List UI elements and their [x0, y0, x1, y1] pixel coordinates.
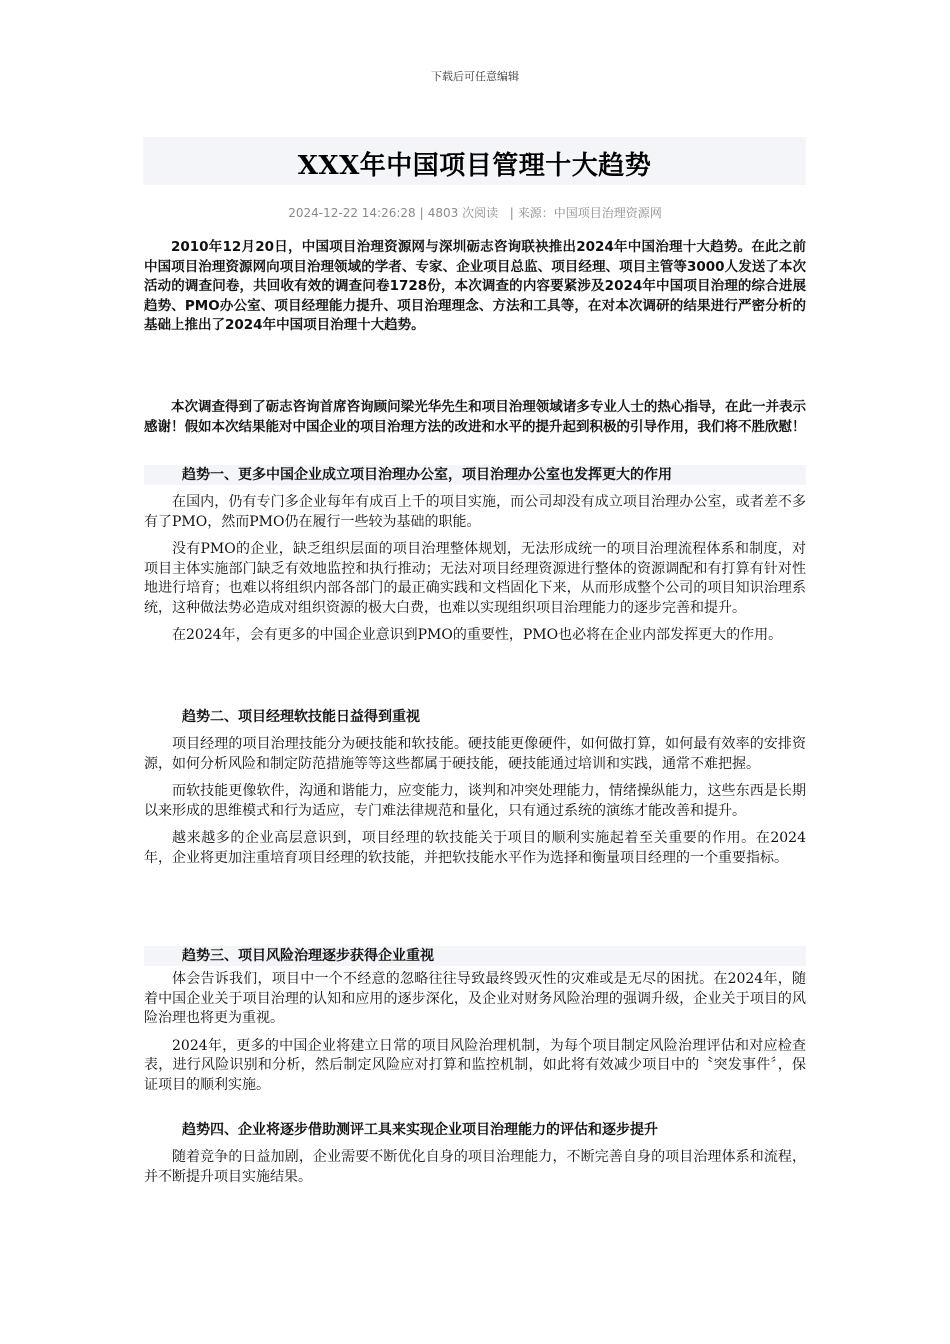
publish-datetime: 2024-12-22 14:26:28 — [288, 206, 416, 220]
trend-4-heading: 趋势四、企业将逐步借助测评工具来实现企业项目治理能力的评估和逐步提升 — [182, 1122, 658, 1138]
trend-1-heading: 趋势一、更多中国企业成立项目治理办公室，项目治理办公室也发挥更大的作用 — [144, 465, 806, 485]
article-meta: 2024-12-22 14:26:28 | 4803 次阅读 | 来源：中国项目治理资源网 — [288, 206, 662, 220]
intro-paragraph: 2010年12月20日，中国项目治理资源网与深圳砺志咨询联袂推出2024年中国治理十大趋势。在此之前中国项目治理资源网向项目治理领域的学者、专家、企业项目总监、项目经理、项目主管等3000人发送了本次活动的调查问卷，共回收有效的调查问卷1728份，本次调查的内容要紧涉及2024年中国项目治理的综合进展趋势、PMO办公室、项目经理能力提升、项目治理理念、方法和工具等，在对本次调研的结果进行严密分析的基础上推出了2024年中国项目治理十大趋势。 — [144, 239, 806, 333]
intro-section — [144, 238, 806, 336]
acknowledgement-section — [144, 398, 806, 437]
trend-2-section — [144, 707, 806, 868]
trend-2-paragraph: 越来越多的企业高层意识到，项目经理的软技能关于项目的顺利实施起着至关重要的作用。在2024年，企业将更加注重培育项目经理的软技能，并把软技能水平作为选择和衡量项目经理的一个重要指标。 — [144, 830, 806, 866]
trend-4-paragraph: 随着竞争的日益加剧，企业需要不断优化自身的项目治理能力，不断完善自身的项目治理体系和流程，并不断提升项目实施结果。 — [144, 1149, 806, 1185]
trend-1-section — [144, 465, 806, 646]
trend-2-paragraph: 项目经理的项目治理技能分为硬技能和软技能。硬技能更像硬件，如何做打算，如何最有效率的安排资源，如何分析风险和制定防范措施等等这些都属于硬技能，硬技能通过培训和实践，通常不难把握。 — [144, 736, 806, 772]
header-note: 下载后可任意编辑 — [431, 70, 519, 83]
trend-2-heading: 趋势二、项目经理软技能日益得到重视 — [182, 709, 420, 725]
page-title: XXX年中国项目管理十大趋势 — [297, 151, 652, 181]
trend-3-heading: 趋势三、项目风险治理逐步获得企业重视 — [144, 946, 806, 966]
source-link[interactable]: 来源：中国项目治理资源网 — [517, 206, 662, 220]
trend-1-paragraph: 在2024年，会有更多的中国企业意识到PMO的重要性，PMO也必将在企业内部发挥更大的作用。 — [172, 627, 783, 643]
read-count: 4803 次阅读 — [427, 206, 499, 220]
trend-3-paragraph: 2024年，更多的中国企业将建立日常的项目风险治理机制，为每个项目制定风险治理评估和对应检查表，进行风险识别和分析，然后制定风险应对打算和监控机制，如此将有效减少项目中的〝突发事件〞，保证项目的顺利实施。 — [144, 1037, 806, 1093]
trend-3-section — [144, 946, 806, 1095]
trend-3-paragraph: 体会告诉我们，项目中一个不经意的忽略往往导致最终毁灭性的灾难或是无尽的困扰。在2024年，随着中国企业关于项目治理的认知和应用的逐步深化，及企业对财务风险治理的强调升级，企业关于项目的风险治理也将更为重视。 — [144, 971, 806, 1026]
trend-4-section — [144, 1120, 806, 1187]
acknowledgement-paragraph: 本次调查得到了砺志咨询首席咨询顾问梁光华先生和项目治理领域诸多专业人士的热心指导，在此一并表示感谢！假如本次结果能对中国企业的项目治理方法的改进和水平的提升起到积极的引导作用，我们将不胜欣慰！ — [144, 399, 806, 435]
trend-2-paragraph: 而软技能更像软件，沟通和谐能力，应变能力，谈判和冲突处理能力，情绪操纵能力，这些东西是长期以来形成的思维模式和行为适应，专门难法律规范和量化，只有通过系统的演练才能改善和提升。 — [144, 783, 806, 819]
trend-1-paragraph: 在国内，仍有专门多企业每年有成百上千的项目实施，而公司却没有成立项目治理办公室，或者差不多有了PMO，然而PMO仍在履行一些较为基础的职能。 — [144, 494, 806, 530]
trend-1-paragraph: 没有PMO的企业，缺乏组织层面的项目治理整体规划，无法形成统一的项目治理流程体系和制度，对项目主体实施部门缺乏有效地监控和执行推动；无法对项目经理资源进行整体的资源调配和有打算有针对性地进行培育；也难以将组织内部各部门的最正确实践和文档固化下来，从而形成整个公司的项目知识治理系统，这种做法势必造成对组织资源的极大白费，也难以实现组织项目治理能力的逐步完善和提升。 — [144, 541, 806, 616]
